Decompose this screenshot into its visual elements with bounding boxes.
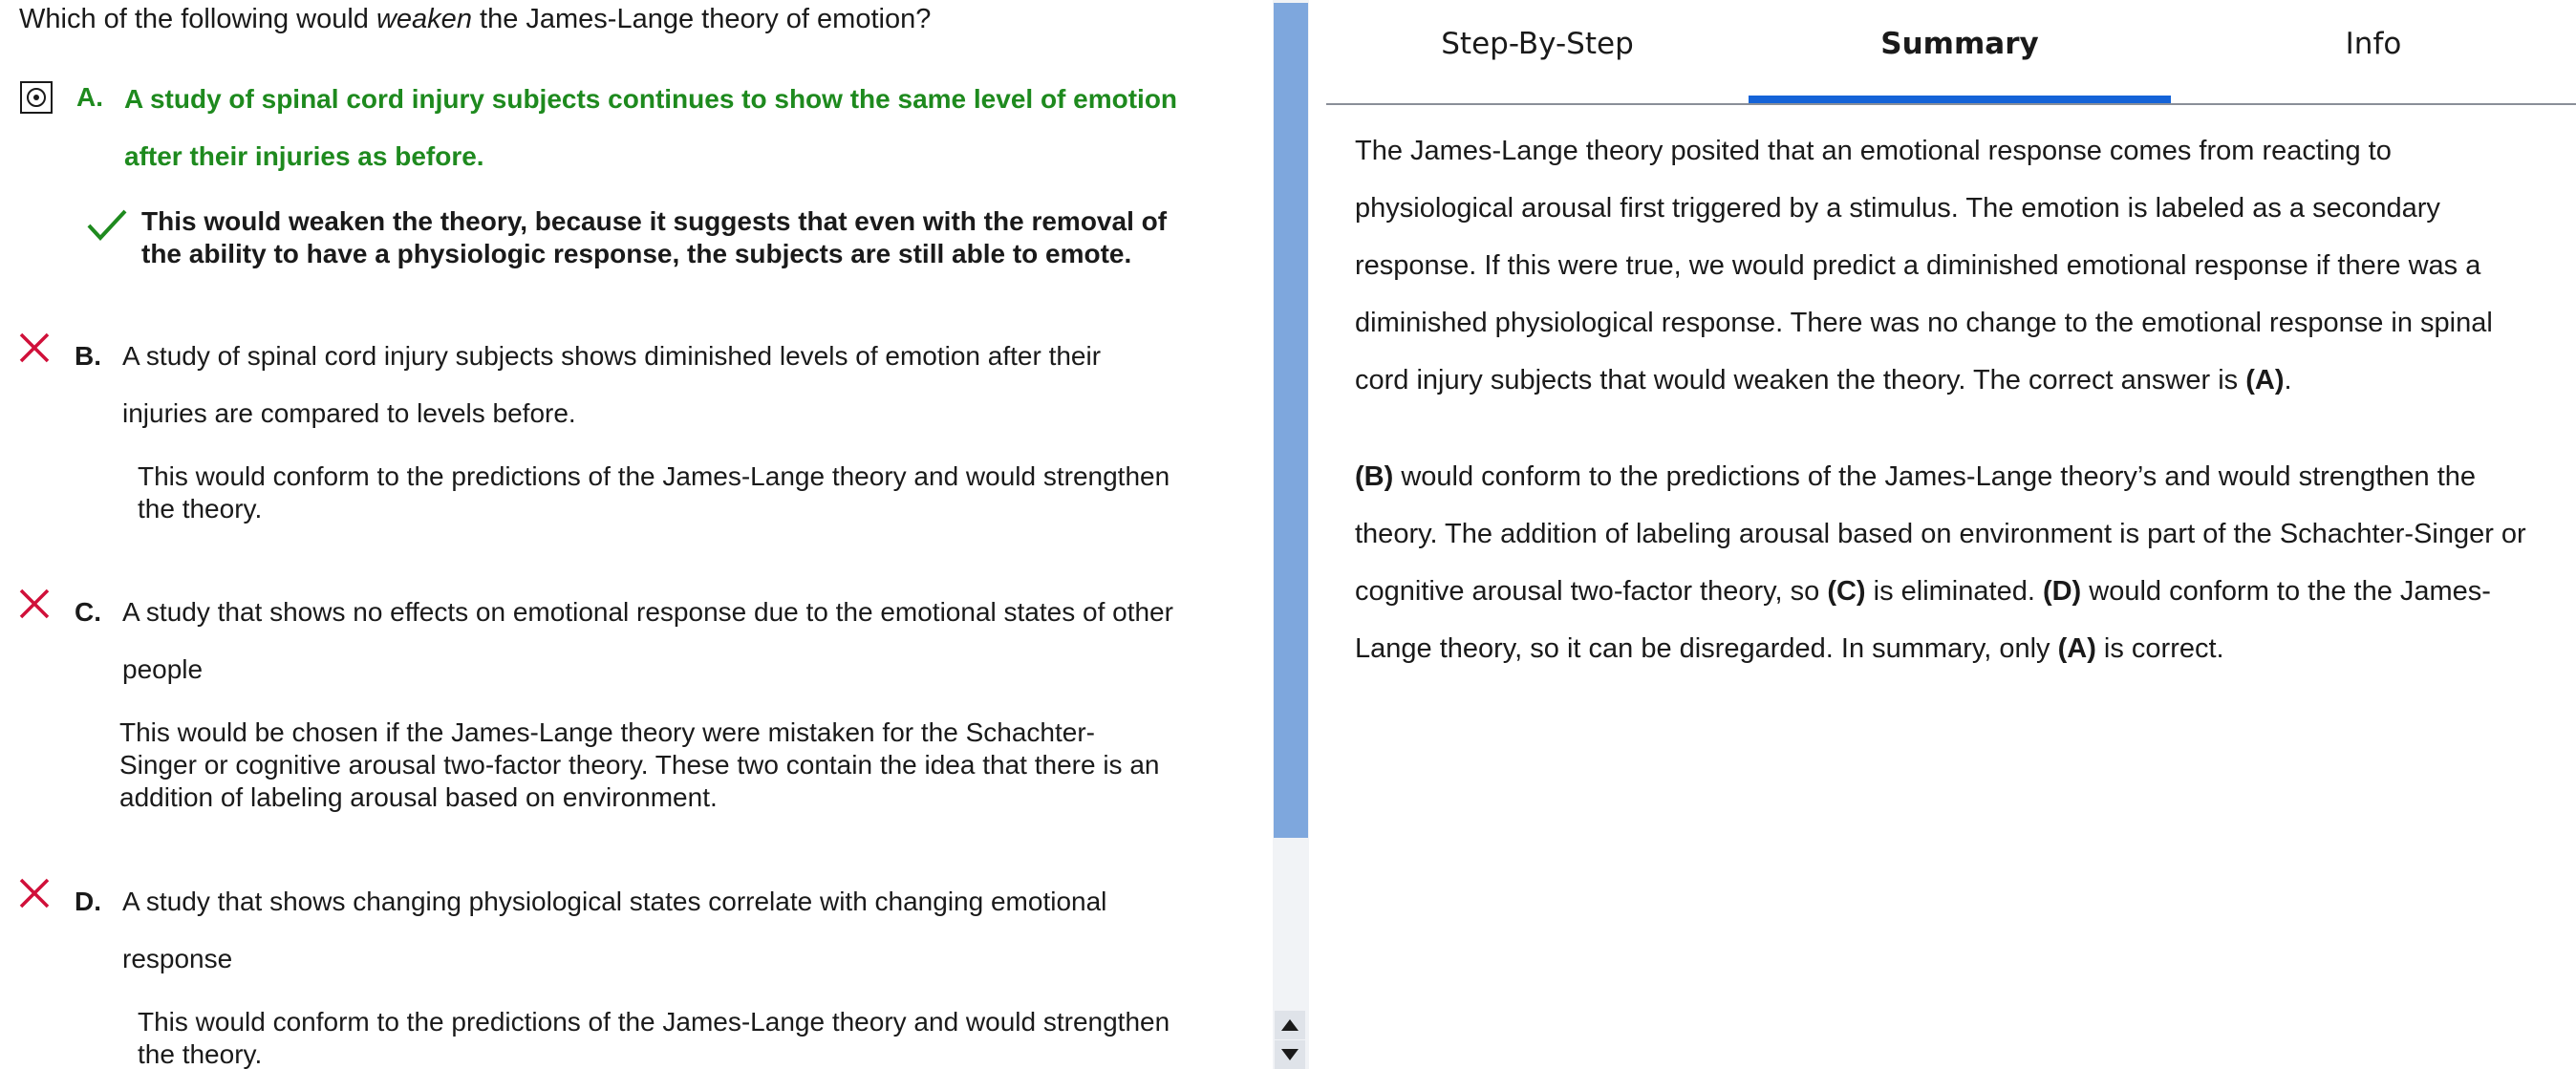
- option-c-line2: people: [122, 654, 204, 684]
- option-a-explanation: [141, 205, 1167, 270]
- option-c-line1: A study that shows no effects on emotional response due to the emotional states of other: [122, 597, 1173, 627]
- option-a-text[interactable]: [124, 71, 1177, 185]
- summary-text: [1355, 122, 2568, 677]
- option-c-explain-line1: This would be chosen if the James-Lange theory were mistaken for the Schachter-: [119, 717, 1095, 747]
- scroll-thumb[interactable]: [1274, 3, 1308, 838]
- option-d-letter: D.: [75, 887, 101, 916]
- summary-p1-line4: diminished physiological response. There was no change to the emotional response in spinal: [1355, 308, 2493, 338]
- option-a-letter: A.: [76, 82, 103, 112]
- answer-ref-a: (A): [2245, 365, 2285, 396]
- option-a-explain-line1: This would weaken the theory, because it suggests that even with the removal of: [141, 206, 1168, 236]
- summary-p2-text7: is correct.: [2095, 633, 2224, 664]
- explanation-tabs: [1326, 0, 2576, 105]
- summary-p1-line2: physiological arousal first triggered by a stimulus. The emotion is labeled as a secondary: [1355, 193, 2440, 224]
- option-b-text[interactable]: [122, 328, 1101, 442]
- x-icon: [18, 588, 51, 620]
- option-b-line2: injuries are compared to levels before.: [122, 398, 576, 428]
- scroll-up-button[interactable]: [1275, 1011, 1305, 1039]
- summary-paragraph-2: [1355, 448, 2568, 677]
- question-stem: [19, 2, 931, 36]
- option-b-explain-line1: This would conform to the predictions of the James-Lange theory and would strengthen: [138, 461, 1170, 491]
- option-d-line2: response: [122, 944, 233, 973]
- tab-summary[interactable]: Summary: [1880, 27, 2039, 61]
- question-stem-after: the James-Lange theory of emotion?: [471, 4, 932, 34]
- x-icon: [18, 331, 51, 364]
- summary-p1-line3: response. If this were true, we would predict a diminished emotional response if there was a: [1355, 250, 2481, 281]
- summary-p1-line5: cord injury subjects that would weaken the theory. The correct answer is: [1355, 365, 2246, 396]
- active-tab-indicator: [1749, 96, 2171, 103]
- tab-info[interactable]: Info: [2345, 27, 2402, 61]
- answer-ref-c: (C): [1827, 576, 1866, 607]
- option-c-explain-line3: addition of labeling arousal based on environment.: [119, 782, 718, 812]
- option-c-explanation: [119, 716, 1159, 814]
- summary-paragraph-1: [1355, 122, 2568, 409]
- answer-ref-b: (B): [1355, 461, 1394, 492]
- question-pane: [0, 0, 1273, 1069]
- option-b-explanation: [138, 460, 1170, 525]
- option-d-text[interactable]: [122, 873, 1106, 988]
- summary-p2-text2: theory. The addition of labeling arousal based on environment is part of the Schachter-Singer or: [1355, 519, 2526, 549]
- option-d-explanation: [138, 1006, 1170, 1069]
- option-c-text[interactable]: [122, 584, 1173, 698]
- triangle-down-icon: [1280, 1048, 1299, 1061]
- scroll-down-button[interactable]: [1275, 1040, 1305, 1069]
- option-a-explain-line2: the ability to have a physiologic response, the subjects are still able to emote.: [141, 239, 1132, 268]
- explanation-pane: [1309, 0, 2576, 1069]
- x-icon: [18, 877, 51, 909]
- triangle-up-icon: [1280, 1018, 1299, 1032]
- question-stem-before: Which of the following would: [19, 4, 376, 34]
- option-b-letter: B.: [75, 341, 101, 371]
- option-a-line1: A study of spinal cord injury subjects continues to show the same level of emotion: [124, 84, 1178, 114]
- summary-p2-text5: would conform to the the James-: [2081, 576, 2491, 607]
- option-c-letter: C.: [75, 597, 101, 627]
- radio-selected-icon: [27, 88, 46, 107]
- option-b-explain-line2: the theory.: [138, 494, 263, 524]
- question-scrollbar[interactable]: [1273, 0, 1309, 1069]
- option-c-explain-line2: Singer or cognitive arousal two-factor theory. These two contain the idea that there is an: [119, 750, 1160, 780]
- summary-p2-text6: Lange theory, so it can be disregarded. In summary, only: [1355, 633, 2058, 664]
- summary-p2-text3: cognitive arousal two-factor theory, so: [1355, 576, 1828, 607]
- answer-ref-d: (D): [2042, 576, 2082, 607]
- option-b-line1: A study of spinal cord injury subjects shows diminished levels of emotion after their: [122, 341, 1102, 371]
- tab-step-by-step[interactable]: Step-By-Step: [1441, 27, 1634, 61]
- option-d-explain-line1: This would conform to the predictions of the James-Lange theory and would strengthen: [138, 1007, 1170, 1037]
- summary-p2-text1: would conform to the predictions of the James-Lange theory’s and would strengthen the: [1393, 461, 2477, 492]
- answer-ref-a-final: (A): [2057, 633, 2096, 664]
- option-d-explain-line2: the theory.: [138, 1039, 263, 1069]
- checkmark-icon: [86, 208, 128, 243]
- question-stem-emphasis: weaken: [376, 4, 472, 34]
- option-a-line2: after their injuries as before.: [124, 141, 484, 171]
- summary-p2-text4: is eliminated.: [1865, 576, 2043, 607]
- summary-p1-line1: The James-Lange theory posited that an emotional response comes from reacting to: [1355, 136, 2392, 166]
- option-d-line1: A study that shows changing physiological states correlate with changing emotional: [122, 887, 1107, 916]
- option-a-radio[interactable]: [20, 81, 53, 114]
- summary-p1-period: .: [2284, 365, 2292, 396]
